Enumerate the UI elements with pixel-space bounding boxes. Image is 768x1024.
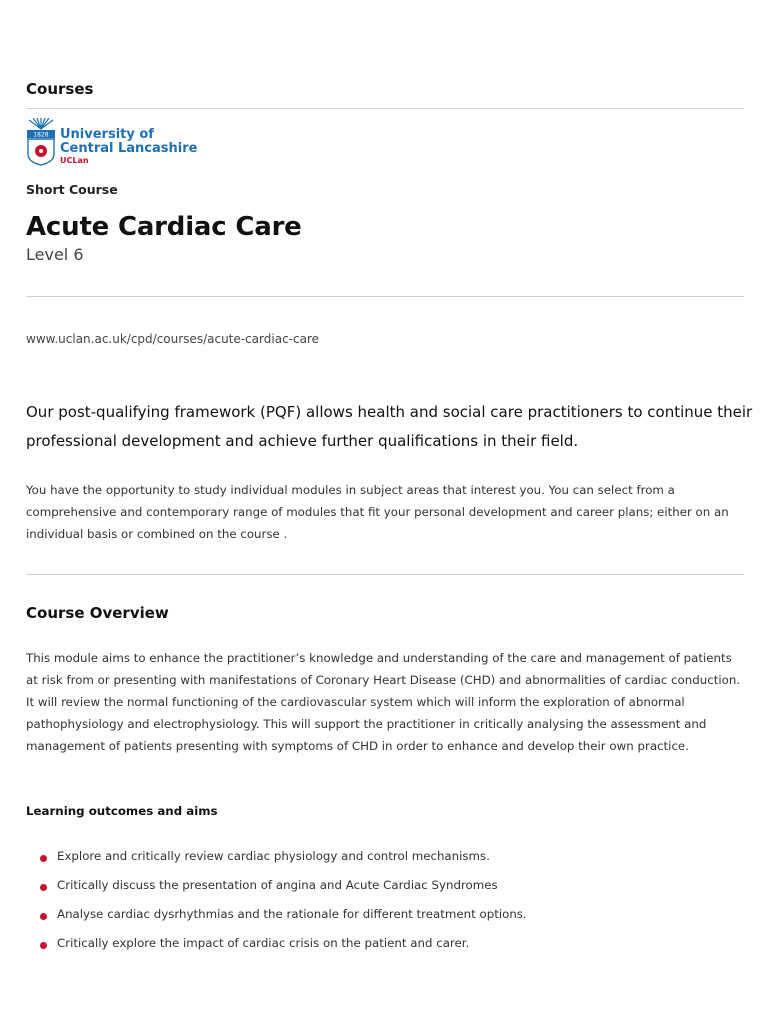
list-item: Critically discuss the presentation of angina and Acute Cardiac Syndromes [26,873,744,902]
bullet-icon [40,913,47,920]
divider [26,574,744,575]
course-type: Short Course [26,182,118,197]
university-crest-icon [26,118,56,166]
bullet-icon [40,884,47,891]
list-item: Analyse cardiac dysrhythmias and the rationale for different treatment options. [26,902,744,931]
logo-uclan: UCLan [60,156,89,165]
divider [26,108,744,109]
bullet-icon [40,855,47,862]
university-wordmark [60,128,197,166]
intro-body: You have the opportunity to study individual modules in subject areas that interest you. You can select from a comprehensive and contemporary range of modules that fit your personal development and career plans; either on an individual basis or combined on the course . [26,483,729,541]
divider [26,296,744,297]
overview-body: This module aims to enhance the practitioner’s knowledge and understanding of the care and management of patients at risk from or presenting with manifestations of Coronary Heart Disease (CHD) and abnormalities of cardiac conduction. It will review the normal functioning of the cardiovascular system which will inform the exploration of abnormal pathophysiology and electrophysiology. This will support the practitioner in critically analysing the assessment and management of patients presenting with symptoms of CHD in order to enhance and develop their own practice. [26,651,741,753]
course-level: Level 6 [26,245,84,264]
overview-heading: Course Overview [26,604,169,622]
logo-line-1: University of [60,127,154,142]
logo-line-2: Central Lancashire [60,141,198,156]
list-item: Explore and critically review cardiac physiology and control mechanisms. [26,844,744,873]
list-item: Critically explore the impact of cardiac crisis on the patient and carer. [26,931,744,960]
intro-lead: Our post-qualifying framework (PQF) allows health and social care practitioners to continue their professional development and achieve further qualifications in their field. [26,403,753,450]
university-logo [26,118,226,168]
bullet-icon [40,942,47,949]
svg-text:1828: 1828 [33,131,49,139]
page-title: Acute Cardiac Care [26,212,302,242]
outcomes-heading: Learning outcomes and aims [26,804,218,818]
outcomes-list [26,844,744,960]
section-heading: Courses [26,80,94,98]
course-url-link[interactable]: www.uclan.ac.uk/cpd/courses/acute-cardiac-care [26,332,319,346]
